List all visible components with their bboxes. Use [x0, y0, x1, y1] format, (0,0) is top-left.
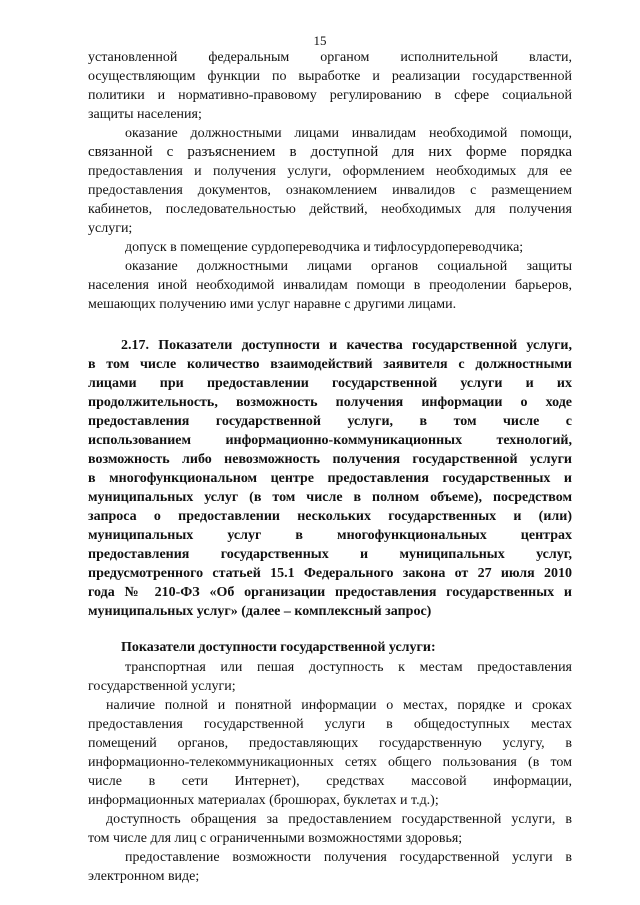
text-line: доступность обращения за предоставлением государственной услуги, в [106, 812, 572, 827]
section-heading-line: муниципальных услуг» (далее – комплексный запрос) [88, 604, 432, 619]
text-line: кабинетов, последовательностью действий, необходимых для получения [88, 202, 572, 217]
section-heading-line: лицами при предоставлении государственной услуги и их [88, 376, 572, 391]
section-heading-line: предоставления государственной услуги, в том числе с [88, 414, 572, 429]
text-line: оказание должностными лицами инвалидам необходимой помощи, [125, 126, 572, 141]
text-line: информационных материалах (брошюрах, буклетах и т.д.); [88, 793, 439, 808]
text-line: услуги; [88, 221, 133, 236]
text-line: транспортная или пешая доступность к местам предоставления [125, 660, 572, 675]
text-line: помещений органов, предоставляющих государственную услугу, в [88, 736, 572, 751]
text-line: населения иной необходимой инвалидам помощи в преодолении барьеров, [88, 278, 572, 293]
section-heading: 2.17. Показатели доступности и качества государственной услуги, [121, 338, 572, 353]
text-line: предоставления государственной услуги в общедоступных местах [88, 717, 572, 732]
text-line: оказание должностными лицами органов социальной защиты [125, 259, 572, 274]
section-heading-line: муниципальных услуг (в том числе в полном объеме), посредством [88, 490, 572, 505]
text-line: связанной с разъяснением в доступной для них форме порядка [88, 144, 572, 160]
section-heading-line: запроса о предоставлении нескольких государственных и (или) [88, 509, 572, 524]
section-heading-line: предоставления государственных и муниципальных услуг, [88, 547, 572, 562]
section-heading-line: использованием информационно-коммуникационных технологий, [88, 433, 572, 448]
text-line: политики и нормативно-правовому регулированию в сфере социальной [88, 88, 572, 103]
text-line: предоставления и получения услуги, оформлением необходимых для ее [88, 164, 572, 179]
text-line: числе в сети Интернет), средствах массовой информации, [88, 774, 572, 789]
text-line: предоставление возможности получения государственной услуги в [125, 850, 572, 865]
text-line: защиты населения; [88, 107, 202, 122]
subheading: Показатели доступности государственной услуги: [121, 640, 436, 655]
section-heading-line: в многофункциональном центре предоставления государственных и [88, 471, 572, 486]
text-line: мешающих получению ими услуг наравне с другими лицами. [88, 297, 457, 312]
text-line: информационно-телекоммуникационных сетях общего пользования (в том [88, 755, 572, 770]
section-heading-line: года № 210-ФЗ «Об организации предоставления государственных и [88, 585, 572, 600]
section-heading-line: возможность либо невозможность получения государственной услуги [88, 452, 572, 467]
section-heading-line: в том числе количество взаимодействий заявителя с должностными [88, 357, 572, 372]
section-heading-line: предусмотренного статьей 15.1 Федерального закона от 27 июля 2010 [88, 566, 572, 581]
section-heading-line: продолжительность, возможность получения информации о ходе [88, 395, 572, 410]
text-line: осуществляющим функции по выработке и реализации государственной [88, 69, 572, 84]
text-line: наличие полной и понятной информации о местах, порядке и сроках [106, 698, 572, 713]
text-line: том числе для лиц с ограниченными возможностями здоровья; [88, 831, 463, 846]
section-heading-line: муниципальных услуг в многофункциональных центрах [88, 528, 572, 543]
page-number: 15 [313, 33, 327, 48]
text-line: электронном виде; [88, 869, 200, 884]
text-line: государственной услуги; [88, 679, 236, 694]
text-line: допуск в помещение сурдопереводчика и тифлосурдопереводчика; [125, 240, 524, 255]
text-line: установленной федеральным органом исполнительной власти, [88, 50, 572, 65]
text-line: предоставления документов, ознакомлением инвалидов с размещением [88, 183, 572, 198]
